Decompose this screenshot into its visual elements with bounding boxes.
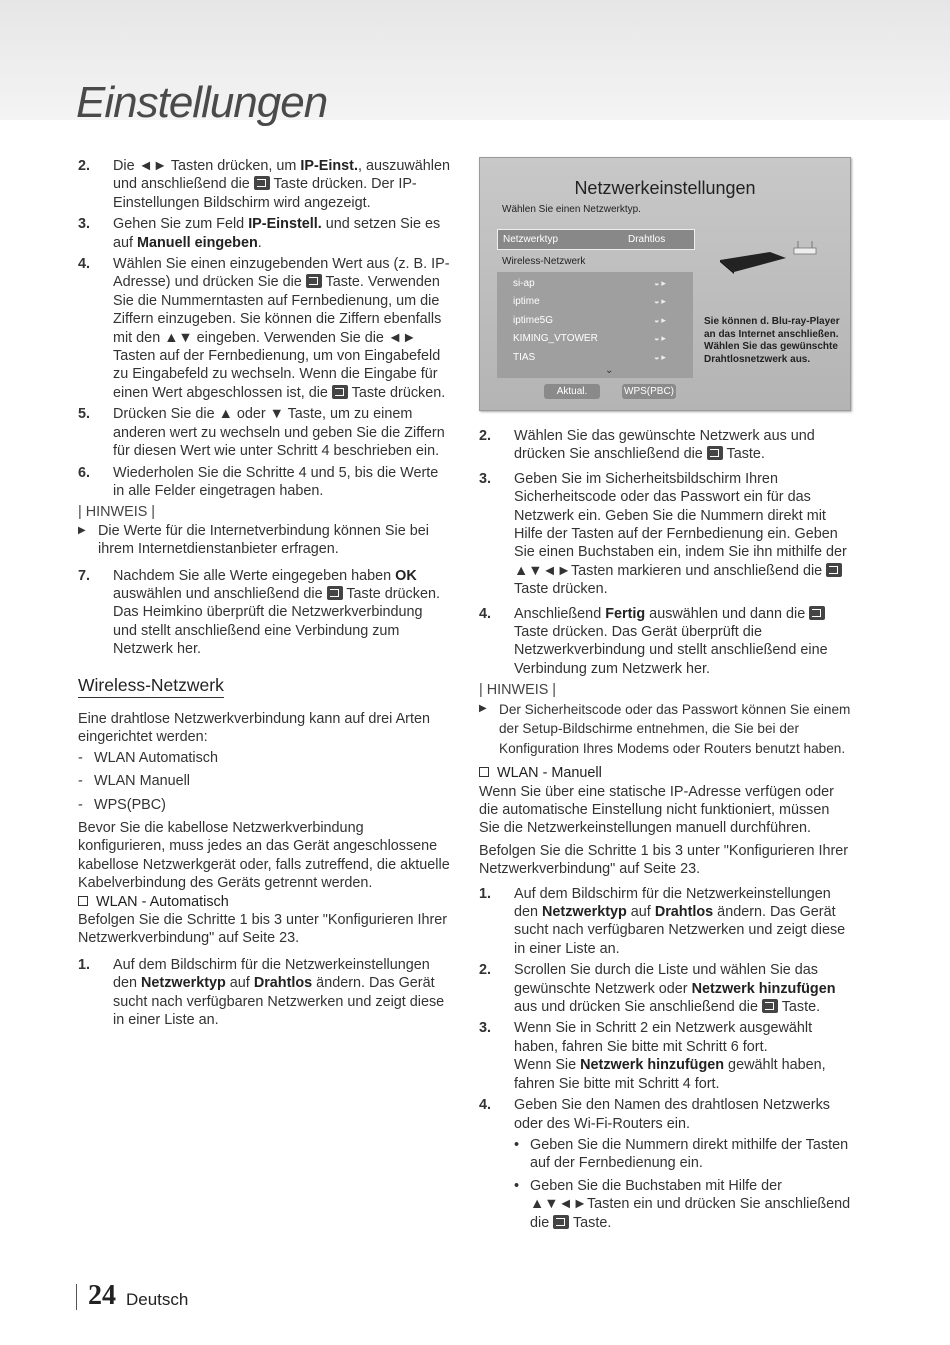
screen-info-text: Sie können d. Blu-ray-Player an das Internet anschließen. Wählen Sie das gewünschte Drahtlosnetzwerk aus. bbox=[704, 316, 840, 365]
step-3: 3. Gehen Sie zum Feld IP-Einstell. und setzen Sie es auf Manuell eingeben. bbox=[78, 216, 441, 251]
subsection-title: WLAN - Manuell bbox=[479, 764, 851, 782]
screen-title: Netzwerkeinstellungen bbox=[574, 178, 756, 198]
wifi-lock-icon: ◒▸ bbox=[654, 333, 668, 343]
triangle-bullet-icon: ▶ bbox=[479, 702, 487, 714]
paragraph: Befolgen Sie die Schritte 1 bis 3 unter "Konfigurieren Ihrer Netzwerkverbindung" auf Seite 23. bbox=[479, 842, 849, 878]
blu-ray-player-icon bbox=[720, 248, 786, 274]
enter-key-icon bbox=[762, 999, 778, 1013]
network-item[interactable]: KIMING_VTOWER bbox=[513, 333, 598, 344]
note-item: ▶ Die Werte für die Internetverbindung können Sie bei ihrem Internetdienstanbieter erfragen. bbox=[78, 522, 429, 558]
enter-key-icon bbox=[553, 1215, 569, 1229]
wifi-lock-icon: ◒▸ bbox=[654, 278, 668, 288]
step-1: 1. Auf dem Bildschirm für die Netzwerkeinstellungen den Netzwerktyp auf Drahtlos ändern. Das Gerät sucht nach verfügbaren Netzwerken und zeigt diese in einer Liste an. bbox=[479, 885, 846, 957]
step-4: 4. Anschließend Fertig auswählen und dann die Taste drücken. Das Gerät überprüft die Netzwerkverbindung und stellt anschließend eine Verbindung zum Netzwerk her. bbox=[479, 605, 828, 677]
chevron-down-icon[interactable]: ⌄ bbox=[605, 365, 614, 376]
paragraph: Bevor Sie die kabellose Netzwerkverbindung konfigurieren, muss jedes an das Gerät angeschlossene kabellose Netzwerkgerät oder, falls zutreffend, die aktuelle Kabelverbindung des Geräts getrennt werden. bbox=[78, 820, 450, 892]
page-header bbox=[0, 0, 950, 127]
router-icon bbox=[790, 240, 820, 258]
language-label: Deutsch bbox=[126, 1290, 189, 1309]
wifi-lock-icon: ◒▸ bbox=[654, 315, 668, 325]
step-6: 6. Wiederholen Sie die Schritte 4 und 5, bis die Werte in alle Felder eingetragen haben. bbox=[78, 464, 439, 499]
network-item[interactable]: TIAS bbox=[513, 352, 536, 363]
enter-key-icon bbox=[809, 606, 825, 620]
step-2: 2. Scrollen Sie durch die Liste und wählen Sie das gewünschte Netzwerk oder Netzwerk hinzufügen aus und drücken Sie anschließend die Taste. bbox=[479, 962, 836, 1016]
wps-button[interactable]: WPS(PBC) bbox=[624, 386, 674, 397]
enter-key-icon bbox=[327, 586, 343, 600]
bullet-item: • Geben Sie die Buchstaben mit Hilfe der ▲▼◄►Tasten ein und drücken Sie anschließend die Taste. bbox=[514, 1177, 851, 1231]
triangle-bullet-icon: ▶ bbox=[78, 524, 86, 536]
step-3: 3. Geben Sie im Sicherheitsbildschirm Ihren Sicherheitscode oder das Passwort ein für das Netzwerk ein. Geben Sie die Nummern direkt mit Hilfe der Tasten auf der Fernbedienung ein. Geben Sie einen Buchstaben ein, indem Sie ihn mithilfe der ▲▼◄►Tasten markieren und anschließend die Taste drücken. bbox=[479, 470, 847, 598]
method-item: - WLAN Manuell bbox=[78, 773, 190, 790]
bullet-item: • Geben Sie die Nummern direkt mithilfe der Tasten auf der Fernbedienung ein. bbox=[514, 1136, 849, 1172]
network-item[interactable]: iptime bbox=[513, 296, 540, 307]
enter-key-icon bbox=[332, 385, 348, 399]
network-settings-screen bbox=[479, 157, 851, 411]
screen-hint: Wählen Sie einen Netzwerktyp. bbox=[502, 204, 641, 215]
section-title: Wireless-Netzwerk bbox=[78, 676, 224, 698]
enter-key-icon bbox=[254, 176, 270, 190]
checkbox-bullet-icon bbox=[78, 896, 88, 906]
intro-paragraph: Eine drahtlose Netzwerkverbindung kann auf drei Arten eingerichtet werden: bbox=[78, 710, 430, 746]
enter-key-icon bbox=[826, 563, 842, 577]
step-1: 1. Auf dem Bildschirm für die Netzwerkeinstellungen den Netzwerktyp auf Drahtlos ändern. Das Gerät sucht nach verfügbaren Netzwerken und zeigt diese in einer Liste an. bbox=[78, 956, 445, 1029]
step-2: 2. Die ◄► Tasten drücken, um IP-Einst., auszuwählen und anschließend die Taste drücken. Der IP-Einstellungen Bildschirm wird angezeigt. bbox=[78, 158, 450, 211]
network-list bbox=[497, 272, 693, 378]
step-4: 4. Geben Sie den Namen des drahtlosen Netzwerks oder des Wi-Fi-Routers ein. • Geben Sie die Nummern direkt mithilfe der Tasten auf der Fernbedienung ein. • Geben Sie die Buchstaben mit Hilfe der ▲▼◄►Tasten ein und drücken Sie anschließend die Taste. bbox=[479, 1097, 851, 1231]
checkbox-bullet-icon bbox=[479, 767, 489, 777]
step-5: 5. Drücken Sie die ▲ oder ▼ Taste, um zu einem anderen wert zu wechseln und geben Sie die Ziffern für diesen Wert wie unter Schritt 4 beschrieben ein. bbox=[78, 406, 445, 460]
left-column bbox=[78, 157, 450, 1032]
enter-key-icon bbox=[306, 274, 322, 288]
note-heading: | HINWEIS | bbox=[479, 682, 557, 699]
wifi-lock-icon: ◒▸ bbox=[654, 352, 668, 362]
note-item: ▶ Der Sicherheitscode oder das Passwort können Sie einem der Setup-Bildschirme entnehmen, die Sie bei der Konfiguration Ihres Modems oder Routers benutzt haben. bbox=[479, 700, 851, 759]
note-heading: | HINWEIS | bbox=[78, 504, 156, 521]
method-item: - WLAN Automatisch bbox=[78, 749, 218, 766]
wireless-label: Wireless-Netzwerk bbox=[502, 256, 586, 267]
divider bbox=[76, 1284, 77, 1310]
network-type-row[interactable]: Netzwerktyp Drahtlos bbox=[497, 229, 695, 250]
step-4: 4. Wählen Sie einen einzugebenden Wert aus (z. B. IP-Adresse) und drücken Sie die Taste. Verwenden Sie die Nummerntasten auf Fernbedienung, um die Ziffern einzugeben. Sie können die Ziffern ebenfalls mit den ▲▼ eingeben. Verwenden Sie die ◄► Tasten auf der Fernbedienung, um von Eingabefeld zu Eingabefeld zu wechseln. Wenn die Eingabe für einen Wert abgeschlossen ist, die Taste drücken. bbox=[78, 256, 450, 401]
method-item: - WPS(PBC) bbox=[78, 796, 166, 813]
page-number: 24 bbox=[88, 1280, 116, 1311]
wifi-lock-icon: ◒▸ bbox=[654, 296, 668, 306]
step-3: 3. Wenn Sie in Schritt 2 ein Netzwerk ausgewählt haben, fahren Sie bitte mit Schritt 6 fort. Wenn Sie Netzwerk hinzufügen gewählt haben, fahren Sie bitte mit Schritt 4 fort. bbox=[479, 1020, 826, 1092]
paragraph: Befolgen Sie die Schritte 1 bis 3 unter "Konfigurieren Ihrer Netzwerkverbindung" auf Seite 23. bbox=[78, 912, 448, 947]
subsection-title: WLAN - Automatisch bbox=[78, 893, 450, 911]
right-column bbox=[479, 427, 851, 1239]
enter-key-icon bbox=[707, 446, 723, 460]
network-item[interactable]: iptime5G bbox=[513, 315, 554, 326]
step-2: 2. Wählen Sie das gewünschte Netzwerk aus und drücken Sie anschließend die Taste. bbox=[479, 428, 815, 463]
paragraph: Wenn Sie über eine statische IP-Adresse verfügen oder die automatische Einstellung nicht funktioniert, müssen Sie die Netzwerkeinstellungen manuell durchführen. bbox=[479, 783, 834, 837]
page-title: Einstellungen bbox=[76, 78, 328, 127]
refresh-button[interactable]: Aktual. bbox=[544, 384, 600, 399]
step-7: 7. Nachdem Sie alle Werte eingegeben haben OK auswählen und anschließend die Taste drücken. Das Heimkino überprüft die Netzwerkverbindung und stellt anschließend eine Verbindung zum Netzwerk her. bbox=[78, 567, 440, 658]
network-item[interactable]: si-ap bbox=[513, 278, 535, 289]
